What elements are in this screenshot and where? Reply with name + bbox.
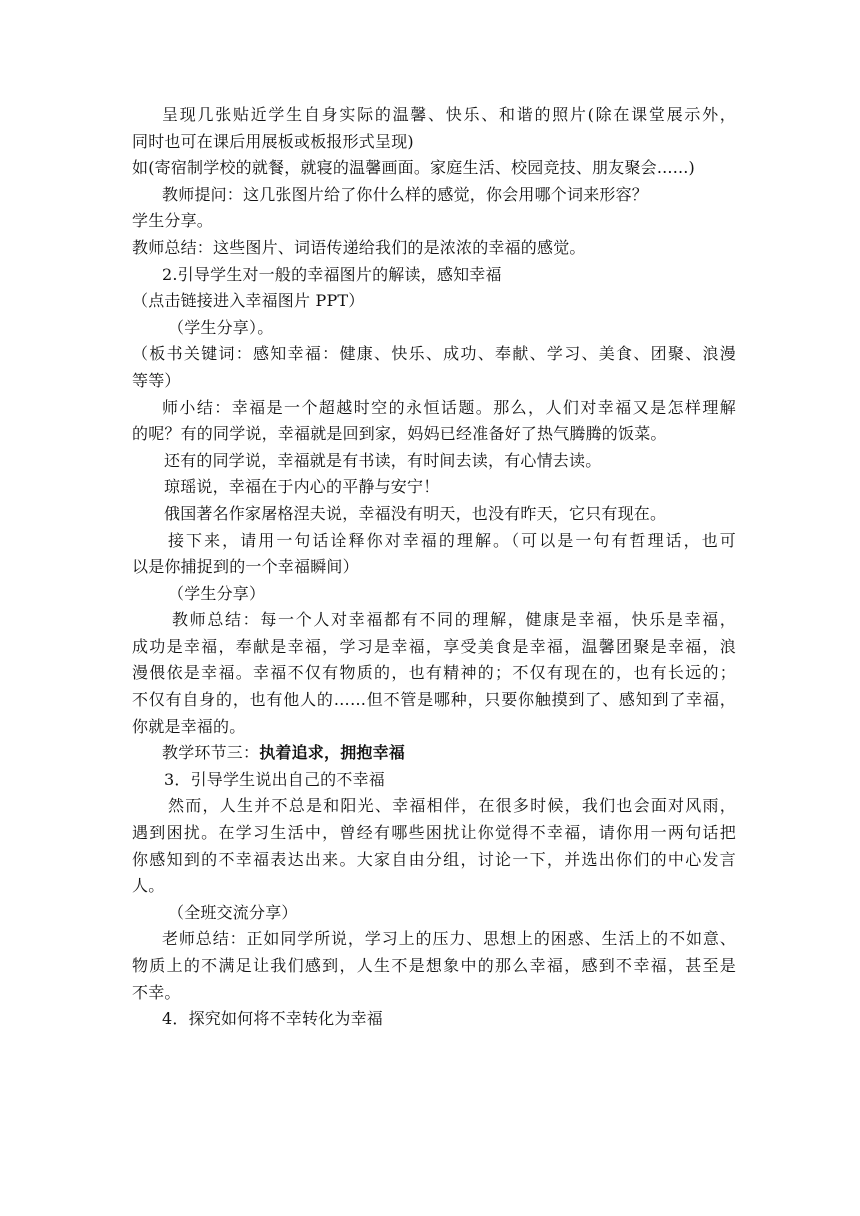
paragraph-line: 还有的同学说，幸福就是有书读，有时间去读，有心情去读。 <box>164 450 602 470</box>
paragraph-line: 接下来，请用一句话诠释你对幸福的理解。（可以是一句有哲理话，也可 <box>168 530 736 550</box>
paragraph-line: 成功是幸福，奉献是幸福，学习是幸福，享受美食是幸福，温馨团聚是幸福，浪 <box>132 636 736 656</box>
paragraph-line: 漫偎依是幸福。幸福不仅有物质的，也有精神的；不仅有现在的，也有长远的； <box>132 663 736 683</box>
paragraph-line: （点击链接进入幸福图片 PPT） <box>132 291 365 311</box>
section-heading: 2.引导学生对一般的幸福图片的解读，感知幸福 <box>162 264 502 284</box>
paragraph-line: （学生分享）。 <box>168 317 274 337</box>
paragraph-line: 然而，人生并不总是和阳光、幸福相伴，在很多时候，我们也会面对风雨， <box>168 796 736 816</box>
document-body <box>132 102 736 1033</box>
paragraph-line: 以是你捕捉到的一个幸福瞬间） <box>132 557 359 577</box>
section-emphasis: 执着追求，拥抱幸福 <box>259 743 406 763</box>
teaching-section-title <box>132 740 736 767</box>
paragraph-line: 教师总结：每一个人对幸福都有不同的理解，健康是幸福，快乐是幸福， <box>172 610 736 630</box>
paragraph-line: 等等） <box>132 370 181 390</box>
paragraph-line: 遇到困扰。在学习生活中，曾经有哪些困扰让你觉得不幸福，请你用一两句话把 <box>132 823 736 843</box>
paragraph-line: 教师总结：这些图片、词语传递给我们的是浓浓的幸福的感觉。 <box>132 237 586 257</box>
paragraph-line: 如(寄宿制学校的就餐，就寝的温馨画面。家庭生活、校园竞技、朋友聚会......) <box>132 158 696 178</box>
paragraph-line: 不仅有自身的，也有他人的……但不管是哪种，只要你触摸到了、感知到了幸福， <box>132 690 736 710</box>
paragraph-line: 老师总结：正如同学所说，学习上的压力、思想上的困惑、生活上的不如意、 <box>162 929 736 949</box>
section-heading: 4．探究如何将不幸转化为幸福 <box>162 1009 383 1029</box>
paragraph-line: 你就是幸福的。 <box>132 716 246 736</box>
paragraph-line: 物质上的不满足让我们感到，人生不是想象中的那么幸福，感到不幸福，甚至是 <box>132 956 736 975</box>
paragraph-line: （全班交流分享） <box>168 902 298 922</box>
paragraph-line: 琼瑶说，幸福在于内心的平静与安宁！ <box>164 477 440 497</box>
section-heading: 3．引导学生说出自己的不幸福 <box>164 769 385 789</box>
paragraph-line: 俄国著名作家屠格涅夫说，幸福没有明天，也没有昨天，它只有现在。 <box>164 503 667 523</box>
paragraph-line: 的呢？有的同学说，幸福就是回到家，妈妈已经准备好了热气腾腾的饭菜。 <box>132 424 667 444</box>
paragraph-line: （学生分享） <box>168 583 266 603</box>
paragraph-line: （板书关键词：感知幸福：健康、快乐、成功、奉献、学习、美食、团聚、浪漫 <box>132 344 736 364</box>
paragraph-line: 呈现几张贴近学生自身实际的温馨、快乐、和谐的照片(除在课堂展示外， <box>162 105 736 124</box>
paragraph-line: 学生分享。 <box>132 211 214 231</box>
paragraph-line: 你感知到的不幸福表达出来。大家自由分组，讨论一下，并选出你们的中心发言 <box>132 849 736 869</box>
paragraph-line: 同时也可在课后用展板或板报形式呈现) <box>132 131 414 151</box>
paragraph-line: 不幸。 <box>132 982 181 1002</box>
section-label: 教学环节三： <box>162 743 260 763</box>
paragraph-line: 人。 <box>132 876 165 896</box>
paragraph-line: 教师提问：这几张图片给了你什么样的感觉，你会用哪个词来形容？ <box>162 184 649 204</box>
paragraph-line: 师小结：幸福是一个超越时空的永恒话题。那么，人们对幸福又是怎样理解 <box>162 397 736 417</box>
